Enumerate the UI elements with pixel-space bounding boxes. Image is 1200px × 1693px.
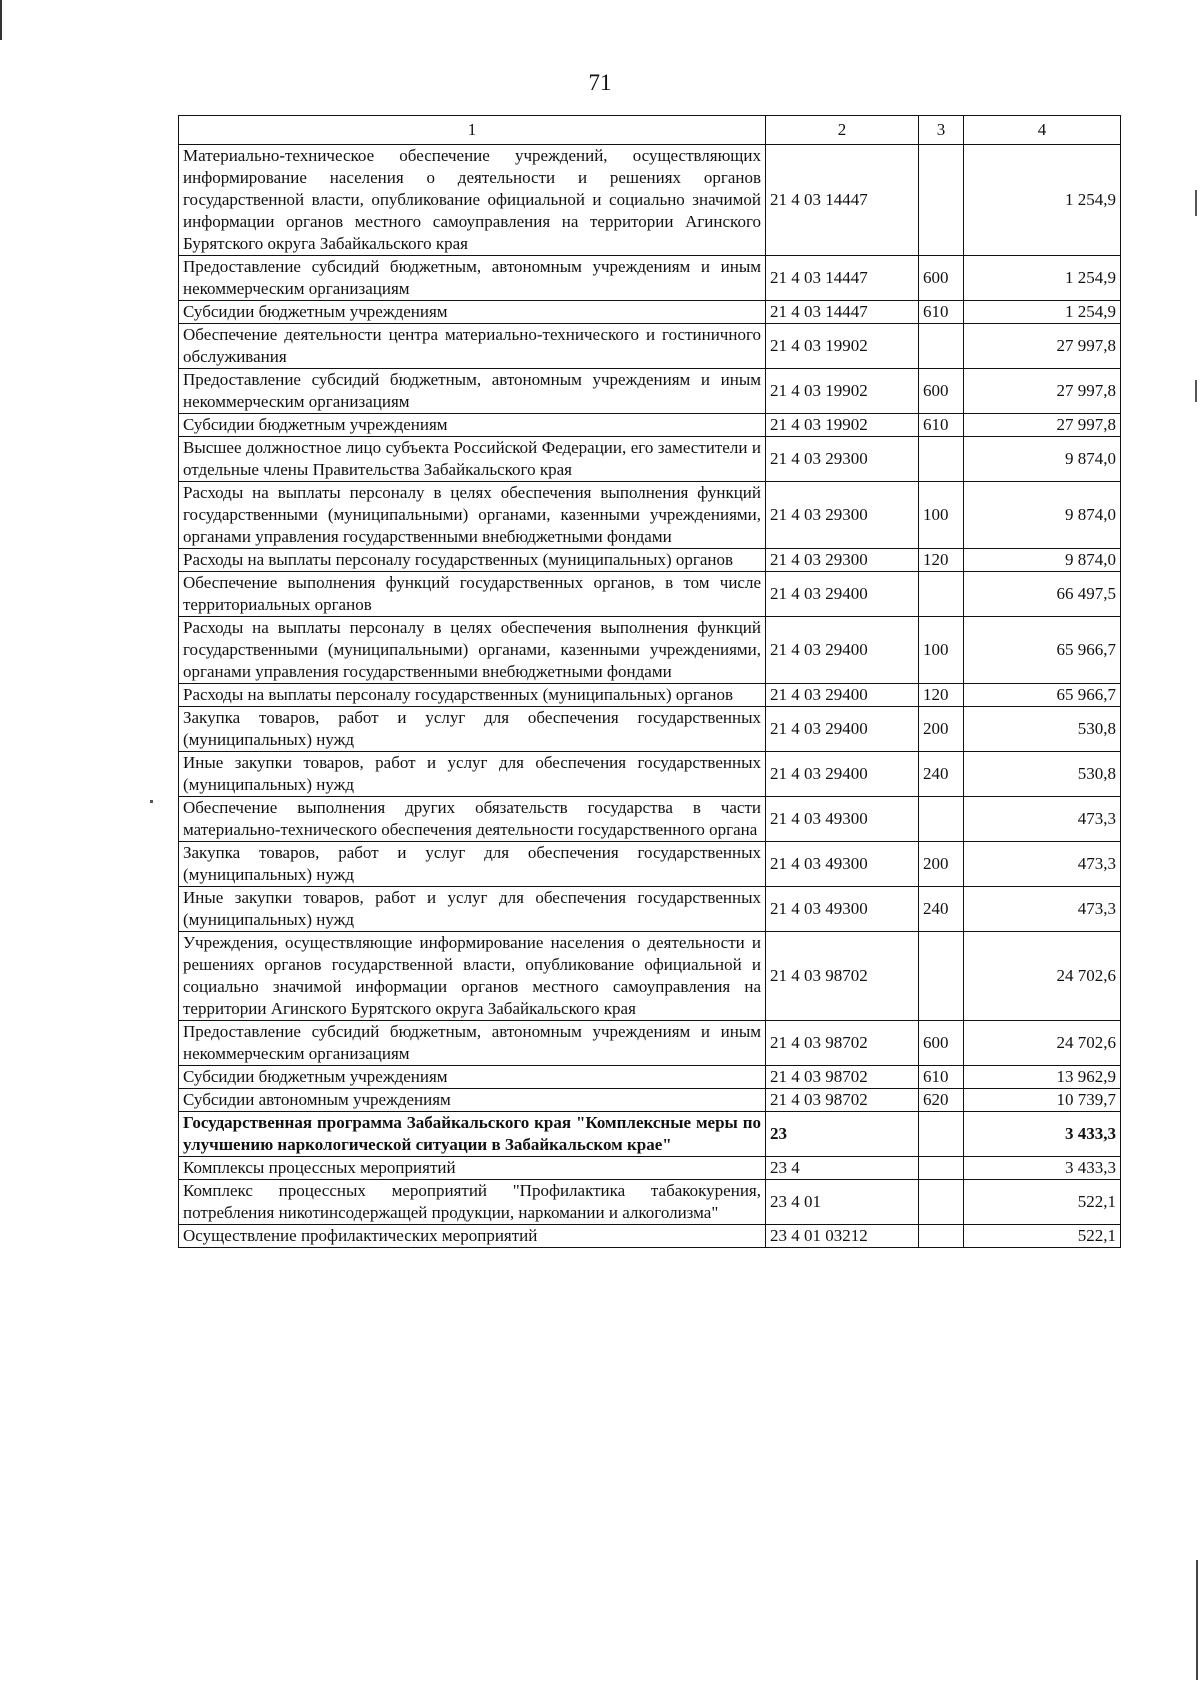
row-name-cell: Субсидии бюджетным учреждениям xyxy=(179,414,766,437)
row-amount-cell: 9 874,0 xyxy=(964,549,1121,572)
row-name-cell: Государственная программа Забайкальского края "Комплексные меры по улучшению наркологической ситуации в Забайкальском крае" xyxy=(179,1112,766,1157)
table-row xyxy=(179,324,1121,369)
scan-edge-mark xyxy=(1195,380,1197,402)
row-code-cell: 21 4 03 14447 xyxy=(766,256,919,301)
scan-edge-mark xyxy=(1195,190,1197,216)
table-row xyxy=(179,1066,1121,1089)
row-amount-cell: 9 874,0 xyxy=(964,437,1121,482)
row-amount-cell: 27 997,8 xyxy=(964,414,1121,437)
row-name-cell: Комплексы процессных мероприятий xyxy=(179,1157,766,1180)
table-header-row xyxy=(179,116,1121,145)
row-amount-cell: 10 739,7 xyxy=(964,1089,1121,1112)
row-name-cell: Предоставление субсидий бюджетным, автономным учреждениям и иным некоммерческим организациям xyxy=(179,256,766,301)
row-type-cell xyxy=(919,324,964,369)
row-amount-cell: 522,1 xyxy=(964,1180,1121,1225)
row-code-cell: 21 4 03 49300 xyxy=(766,797,919,842)
row-name-cell: Иные закупки товаров, работ и услуг для обеспечения государственных (муниципальных) нужд xyxy=(179,887,766,932)
table-row xyxy=(179,549,1121,572)
row-name-cell: Материально-техническое обеспечение учреждений, осуществляющих информирование населения о деятельности и решениях органов государственной власти, опубликование официальной и социально значимой информации органов местного самоуправления на территории Агинского Бурятского округа Забайкальского края xyxy=(179,145,766,256)
table-row xyxy=(179,684,1121,707)
row-name-cell: Обеспечение выполнения других обязательств государства в части материально-технического обеспечения деятельности государственного органа xyxy=(179,797,766,842)
row-code-cell: 21 4 03 14447 xyxy=(766,145,919,256)
row-amount-cell: 522,1 xyxy=(964,1225,1121,1248)
table-row xyxy=(179,842,1121,887)
table-row xyxy=(179,1021,1121,1066)
row-code-cell: 21 4 03 29400 xyxy=(766,684,919,707)
column-header: 4 xyxy=(964,116,1121,145)
row-amount-cell: 473,3 xyxy=(964,887,1121,932)
page-number: 71 xyxy=(588,70,612,95)
row-code-cell: 23 4 xyxy=(766,1157,919,1180)
row-type-cell: 200 xyxy=(919,707,964,752)
row-name-cell: Субсидии бюджетным учреждениям xyxy=(179,1066,766,1089)
column-header: 3 xyxy=(919,116,964,145)
row-name-cell: Закупка товаров, работ и услуг для обеспечения государственных (муниципальных) нужд xyxy=(179,707,766,752)
table-row xyxy=(179,256,1121,301)
row-type-cell: 600 xyxy=(919,256,964,301)
row-type-cell xyxy=(919,1180,964,1225)
row-type-cell: 600 xyxy=(919,1021,964,1066)
table-row xyxy=(179,617,1121,684)
row-type-cell: 610 xyxy=(919,1066,964,1089)
table-row xyxy=(179,752,1121,797)
row-code-cell: 21 4 03 29400 xyxy=(766,752,919,797)
row-amount-cell: 1 254,9 xyxy=(964,301,1121,324)
row-amount-cell: 13 962,9 xyxy=(964,1066,1121,1089)
row-name-cell: Осуществление профилактических мероприятий xyxy=(179,1225,766,1248)
row-code-cell: 23 xyxy=(766,1112,919,1157)
row-name-cell: Предоставление субсидий бюджетным, автономным учреждениям и иным некоммерческим организациям xyxy=(179,1021,766,1066)
row-name-cell: Предоставление субсидий бюджетным, автономным учреждениям и иным некоммерческим организациям xyxy=(179,369,766,414)
row-type-cell: 100 xyxy=(919,617,964,684)
row-name-cell: Субсидии автономным учреждениям xyxy=(179,1089,766,1112)
row-amount-cell: 66 497,5 xyxy=(964,572,1121,617)
row-code-cell: 21 4 03 49300 xyxy=(766,842,919,887)
column-header: 1 xyxy=(179,116,766,145)
row-amount-cell: 27 997,8 xyxy=(964,324,1121,369)
table-row xyxy=(179,1157,1121,1180)
row-amount-cell: 473,3 xyxy=(964,797,1121,842)
row-code-cell: 21 4 03 19902 xyxy=(766,369,919,414)
row-amount-cell: 65 966,7 xyxy=(964,684,1121,707)
row-type-cell xyxy=(919,797,964,842)
row-amount-cell: 3 433,3 xyxy=(964,1112,1121,1157)
row-amount-cell: 27 997,8 xyxy=(964,369,1121,414)
scan-edge-mark xyxy=(0,0,2,40)
row-name-cell: Закупка товаров, работ и услуг для обеспечения государственных (муниципальных) нужд xyxy=(179,842,766,887)
row-code-cell: 23 4 01 xyxy=(766,1180,919,1225)
table-row xyxy=(179,437,1121,482)
row-amount-cell: 65 966,7 xyxy=(964,617,1121,684)
table-row xyxy=(179,1180,1121,1225)
row-code-cell: 21 4 03 29300 xyxy=(766,437,919,482)
table-row xyxy=(179,1112,1121,1157)
row-code-cell: 21 4 03 29400 xyxy=(766,572,919,617)
row-amount-cell: 24 702,6 xyxy=(964,1021,1121,1066)
row-type-cell xyxy=(919,932,964,1021)
row-type-cell xyxy=(919,437,964,482)
row-type-cell: 240 xyxy=(919,887,964,932)
row-amount-cell: 9 874,0 xyxy=(964,482,1121,549)
table-row xyxy=(179,1225,1121,1248)
row-name-cell: Обеспечение выполнения функций государственных органов, в том числе территориальных органов xyxy=(179,572,766,617)
row-code-cell: 21 4 03 98702 xyxy=(766,1066,919,1089)
row-type-cell xyxy=(919,1157,964,1180)
row-type-cell xyxy=(919,1225,964,1248)
row-code-cell: 23 4 01 03212 xyxy=(766,1225,919,1248)
row-amount-cell: 473,3 xyxy=(964,842,1121,887)
row-name-cell: Учреждения, осуществляющие информирование населения о деятельности и решениях органов государственной власти, опубликование официальной и социально значимой информации органов местного самоуправления на территории Агинского Бурятского округа Забайкальского края xyxy=(179,932,766,1021)
row-type-cell xyxy=(919,145,964,256)
row-type-cell: 120 xyxy=(919,549,964,572)
row-name-cell: Обеспечение деятельности центра материально-технического и гостиничного обслуживания xyxy=(179,324,766,369)
row-type-cell: 100 xyxy=(919,482,964,549)
row-type-cell xyxy=(919,1112,964,1157)
row-type-cell: 120 xyxy=(919,684,964,707)
row-code-cell: 21 4 03 29400 xyxy=(766,617,919,684)
row-type-cell: 620 xyxy=(919,1089,964,1112)
column-header: 2 xyxy=(766,116,919,145)
row-name-cell: Расходы на выплаты персоналу в целях обеспечения выполнения функций государственными (муниципальными) органами, казенными учреждениями, органами управления государственными внебюджетными фондами xyxy=(179,482,766,549)
row-type-cell: 200 xyxy=(919,842,964,887)
table-row xyxy=(179,707,1121,752)
row-code-cell: 21 4 03 19902 xyxy=(766,324,919,369)
row-code-cell: 21 4 03 98702 xyxy=(766,932,919,1021)
row-name-cell: Субсидии бюджетным учреждениям xyxy=(179,301,766,324)
row-type-cell: 240 xyxy=(919,752,964,797)
table-row xyxy=(179,932,1121,1021)
row-code-cell: 21 4 03 29300 xyxy=(766,482,919,549)
table-row xyxy=(179,797,1121,842)
row-code-cell: 21 4 03 29400 xyxy=(766,707,919,752)
table-row xyxy=(179,414,1121,437)
row-code-cell: 21 4 03 14447 xyxy=(766,301,919,324)
row-amount-cell: 24 702,6 xyxy=(964,932,1121,1021)
budget-table xyxy=(178,115,1121,1248)
table-body xyxy=(179,145,1121,1248)
table-row xyxy=(179,145,1121,256)
row-amount-cell: 3 433,3 xyxy=(964,1157,1121,1180)
row-code-cell: 21 4 03 19902 xyxy=(766,414,919,437)
row-code-cell: 21 4 03 49300 xyxy=(766,887,919,932)
row-name-cell: Расходы на выплаты персоналу государственных (муниципальных) органов xyxy=(179,684,766,707)
row-code-cell: 21 4 03 29300 xyxy=(766,549,919,572)
row-name-cell: Комплекс процессных мероприятий "Профилактика табакокурения, потребления никотинсодержащей продукции, наркомании и алкоголизма" xyxy=(179,1180,766,1225)
row-type-cell: 610 xyxy=(919,414,964,437)
row-name-cell: Высшее должностное лицо субъекта Российской Федерации, его заместители и отдельные члены Правительства Забайкальского края xyxy=(179,437,766,482)
row-amount-cell: 530,8 xyxy=(964,707,1121,752)
row-amount-cell: 530,8 xyxy=(964,752,1121,797)
table-row xyxy=(179,482,1121,549)
table-row xyxy=(179,369,1121,414)
row-code-cell: 21 4 03 98702 xyxy=(766,1089,919,1112)
row-type-cell: 610 xyxy=(919,301,964,324)
table-row xyxy=(179,301,1121,324)
row-amount-cell: 1 254,9 xyxy=(964,145,1121,256)
table-row xyxy=(179,887,1121,932)
table-row xyxy=(179,572,1121,617)
row-name-cell: Расходы на выплаты персоналу в целях обеспечения выполнения функций государственными (муниципальными) органами, казенными учреждениями, органами управления государственными внебюджетными фондами xyxy=(179,617,766,684)
scan-speck xyxy=(150,800,153,803)
scan-edge-mark xyxy=(1196,1560,1198,1680)
row-code-cell: 21 4 03 98702 xyxy=(766,1021,919,1066)
row-amount-cell: 1 254,9 xyxy=(964,256,1121,301)
table-row xyxy=(179,1089,1121,1112)
row-name-cell: Иные закупки товаров, работ и услуг для обеспечения государственных (муниципальных) нужд xyxy=(179,752,766,797)
row-type-cell xyxy=(919,572,964,617)
row-name-cell: Расходы на выплаты персоналу государственных (муниципальных) органов xyxy=(179,549,766,572)
row-type-cell: 600 xyxy=(919,369,964,414)
